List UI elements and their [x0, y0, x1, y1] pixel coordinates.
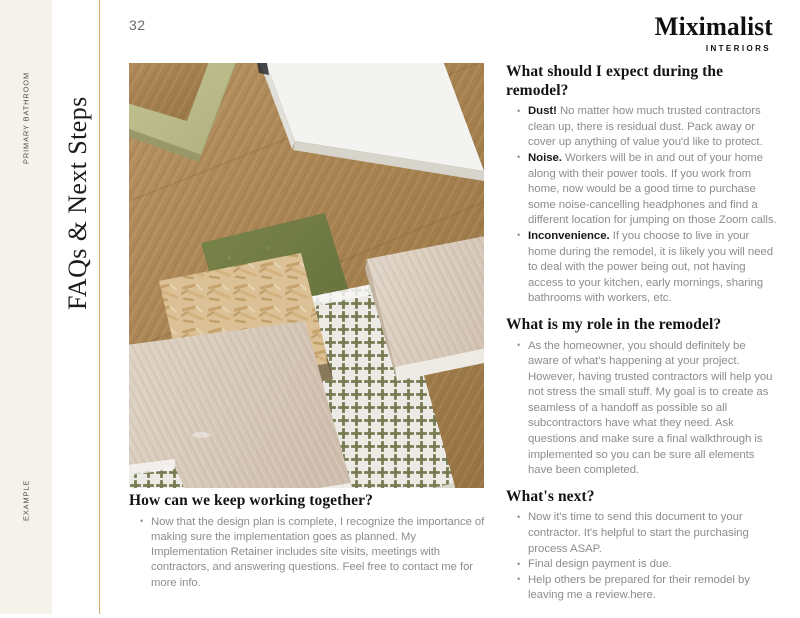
- bullet-text: Final design payment is due.: [528, 558, 672, 571]
- bullet-text: Help others be prepared for their remodel by leaving me a review.here.: [528, 573, 750, 602]
- bullet-text: As the homeowner, you should definitely be aware of what's happening at your project. However, having trusted contractors will help you not stress the small stuff. My goal is to create as seamless of a handoff as possible so all subcontractors have what they need. Ask questions and make sure a final walkthrough is implemented so you can be sure all elements have been completed.: [528, 339, 773, 477]
- list-item: [528, 339, 778, 479]
- bullet-text: Now it's time to send this document to your contractor. It's helpful to start the purchasing process ASAP.: [528, 511, 749, 555]
- brand-subtitle: INTERIORS: [705, 44, 771, 53]
- material-samples-photo: [129, 63, 484, 488]
- bullet-lead: Dust!: [528, 105, 557, 118]
- expect-bullets: [506, 104, 778, 307]
- next-bullets: [506, 510, 778, 604]
- bullet-lead: Inconvenience.: [528, 229, 610, 242]
- list-item: [528, 151, 778, 229]
- list-item: • Now that the design plan is complete, I recognize the importance of making sure the implementation goes as planned. My Implementation Retainer includes site visits, meetings with contractors, and answering questions. Feel free to contact me for more info.: [151, 515, 487, 591]
- brand-name: Miximalist: [654, 12, 773, 41]
- left-column-bullets: [129, 515, 487, 591]
- list-item: [528, 557, 778, 573]
- left-column: [129, 492, 487, 591]
- page-number: 32: [129, 17, 146, 33]
- heading-what-to-expect: What should I expect during the remodel?: [506, 63, 724, 99]
- bullet-text: If you choose to live in your home during the remodel, it is likely you will need to deal with the power being out, not having access to your kitchen, early mornings, sharing bathrooms with workers, etc.: [528, 229, 774, 305]
- list-item: [528, 104, 778, 151]
- list-item: [528, 229, 778, 307]
- heading-working-together: How can we keep working together?: [129, 492, 373, 509]
- bullet-text: Workers will be in and out of your home along with their power tools. If you work from home, now would be a good time to purchase some noise-cancelling headphones and find a different location for jumping on those Zoom calls.: [528, 151, 777, 227]
- heading-whats-next: What's next?: [506, 487, 595, 505]
- section-whats-next: [506, 488, 778, 604]
- list-item: [528, 510, 778, 557]
- document-page: FAQs & Next Steps 32 Miximalist INTERIORS How can we keep working together? • Now that the design plan is complete, I recognize the importance of making sure the implementation goes as planned. My Implementation Retainer includes site visits, meetings with contractors, and answering questions. Feel free to contact me for more info. What should I expect during the remodel? • Dust! No matter how much trusted contractors clean up, there is residual dust. Pack away or cover up anything of value you'd like to protect. • Noise. Workers will be in and out of your home along with their power tools. If you work from home, now would be a good time to purchase some noise-cancelling headphones and find a different location for jumping on those Zoom calls. • Inconvenience. If you choose to live in your home during the remodel, it is likely you will need to deal with the power being out, not having access to your kitchen, early mornings, sharing bathrooms with workers, etc. What is my role in the remodel? • As the homeowner, you should definitely be aware of what's happening at your project. However, having trusted contractors will help you not stress the small stuff. My goal is to create as seamless of a handoff as possible so all subcontractors have what they need. Ask questions and make sure a final walkthrough is implemented so you can be sure all elements have been completed. What's next? • Now it's time to send this document to your contractor. It's helpful to start the purchasing process ASAP. • Final design payment is due. • Help others be prepared for their remodel by leaving me a review.here.: [0, 0, 800, 618]
- section-my-role: [506, 316, 778, 479]
- bullet-lead: Noise.: [528, 151, 562, 164]
- bullet-text: No matter how much trusted contractors clean up, there is residual dust. Pack away or cover up anything of value you'd like to protect.: [528, 105, 763, 149]
- right-column: [506, 63, 778, 604]
- heading-my-role: What is my role in the remodel?: [506, 315, 722, 333]
- brand-logo: [651, 14, 773, 53]
- role-bullets: [506, 339, 778, 479]
- gold-divider-line: [99, 0, 100, 614]
- section-expect-during-remodel: [506, 63, 778, 307]
- list-item: [528, 573, 778, 604]
